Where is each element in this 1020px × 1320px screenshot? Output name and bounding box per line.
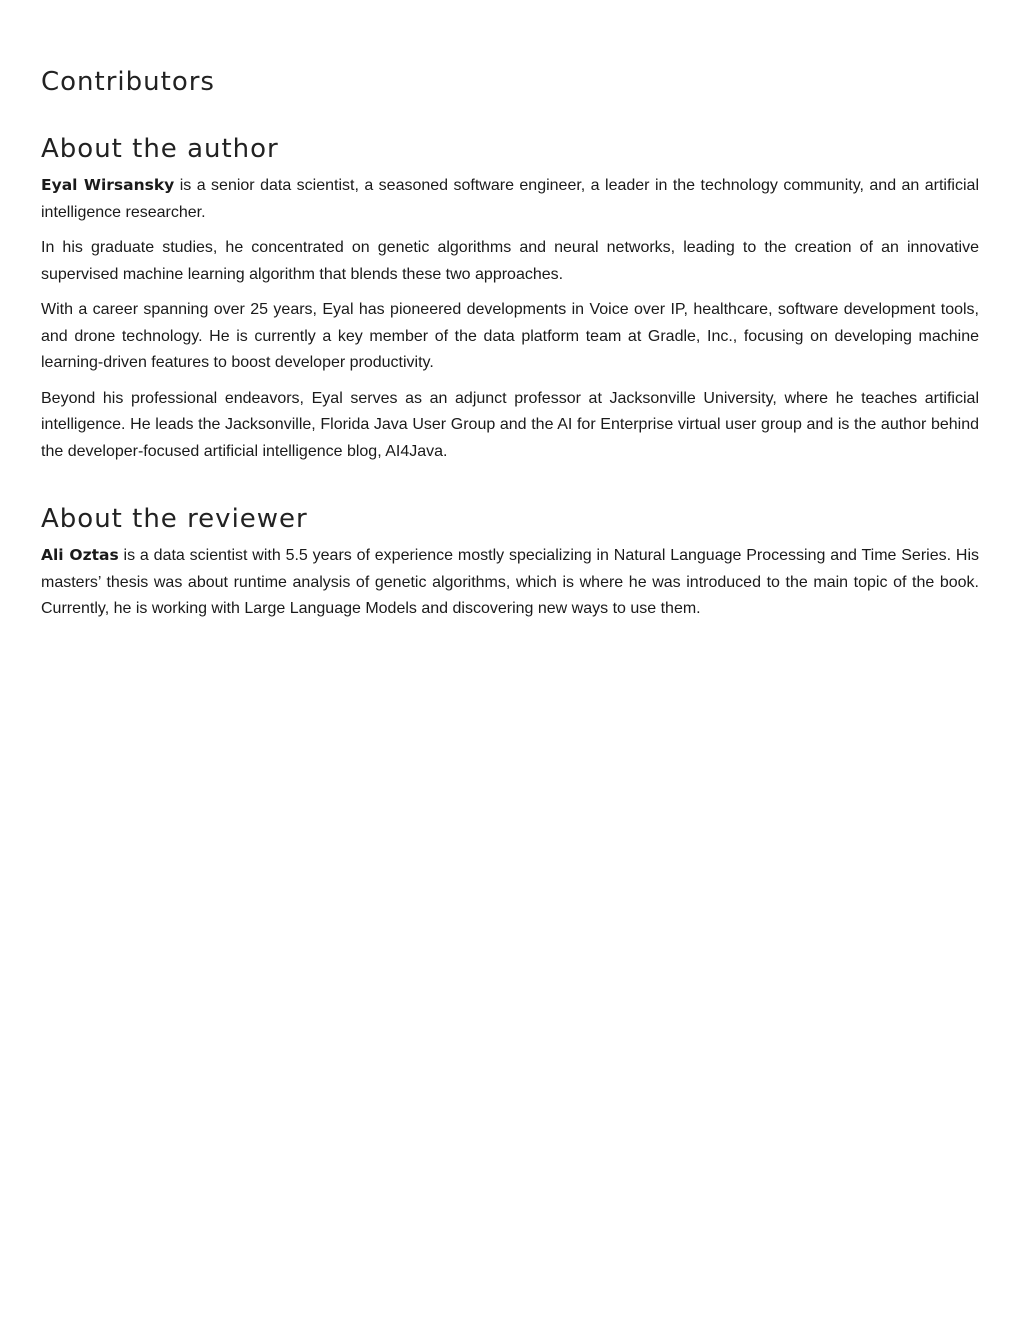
- author-paragraph-career: With a career spanning over 25 years, Eyal has pioneered developments in Voice over IP, healthcare, software development tools, and drone technology. He is currently a key member of the data platform team at Gradle, Inc., focusing on developing machine learning-driven features to boost developer productivity.: [41, 301, 979, 371]
- author-intro-text: is a senior data scientist, a seasoned software engineer, a leader in the technology community, and an artificial intelligence researcher.: [41, 177, 979, 221]
- author-name: Eyal Wirsansky: [41, 176, 175, 194]
- reviewer-intro-text: is a data scientist with 5.5 years of experience mostly specializing in Natural Language Processing and Time Series. His masters’ thesis was about runtime analysis of genetic algorithms, which is where he was introduced to the main topic of the book. Currently, he is working with Large Language Models and discovering new ways to use them.: [41, 547, 979, 617]
- page-title: Contributors: [41, 67, 215, 97]
- about-reviewer-heading: About the reviewer: [41, 504, 308, 534]
- reviewer-name: Ali Oztas: [41, 546, 119, 564]
- reviewer-intro-paragraph: [41, 542, 979, 623]
- author-paragraph-graduate-studies: In his graduate studies, he concentrated on genetic algorithms and neural networks, leading to the creation of an innovative supervised machine learning algorithm that blends these two approaches.: [41, 239, 979, 283]
- author-paragraph-professor: Beyond his professional endeavors, Eyal serves as an adjunct professor at Jacksonville University, where he teaches artificial intelligence. He leads the Jacksonville, Florida Java User Group and the AI for Enterprise virtual user group and is the author behind the developer-focused artificial intelligence blog, AI4Java.: [41, 389, 979, 460]
- about-author-section: [41, 132, 979, 465]
- about-reviewer-section: [41, 502, 979, 623]
- about-author-heading: About the author: [41, 134, 279, 164]
- author-intro-paragraph: [41, 172, 979, 226]
